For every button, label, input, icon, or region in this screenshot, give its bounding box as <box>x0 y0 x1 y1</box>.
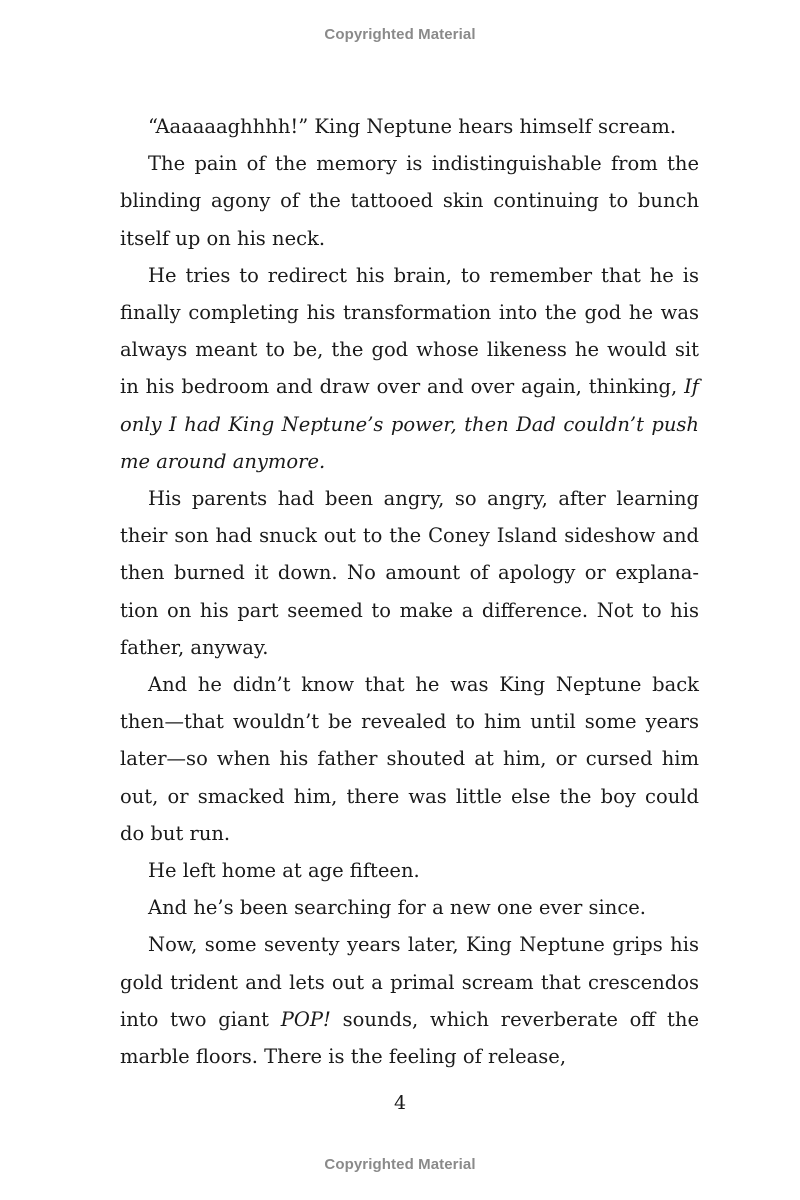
paragraph-3-text: He tries to redirect his brain, to remember that he is finally completing his transformation into the god he was always meant to be, the god whose likeness he would sit in his bedroom and draw over and over again, thinking, <box>120 263 699 399</box>
paragraph-6: He left home at age fifteen. <box>148 859 420 883</box>
paragraph-3 <box>120 257 699 480</box>
page-number: 4 <box>393 1092 407 1114</box>
paragraph-8-italic-pop: POP! <box>280 1007 331 1031</box>
paragraph-8-text-end: sounds, which reverberate off the marble floors. There is the feeling of release, <box>120 1007 699 1069</box>
copyright-watermark-bottom: Copyrighted Material <box>324 1156 476 1173</box>
paragraph-1: “Aaaaaaghhhh!” King Neptune hears himself scream. <box>148 115 677 138</box>
paragraph-8 <box>120 926 699 1075</box>
paragraph-2: The pain of the memory is indistinguishable from the blinding agony of the tattooed skin continuing to bunch itself up on his neck. <box>120 152 699 250</box>
paragraph-4: His parents had been angry, so angry, after learning their son had snuck out to the Coney Island sideshow and then burned it down. No amount of apology or explanation on his part seemed to make a difference. Not to his father, anyway. <box>120 487 699 659</box>
paragraph-8-text-start: Now, some seventy years later, King Neptune grips his gold trident and lets out a primal scream that crescendos into two giant <box>120 933 699 1031</box>
page-body <box>120 108 699 1075</box>
copyright-watermark-top: Copyrighted Material <box>324 26 476 43</box>
paragraph-3-italic-thought: If only I had King Neptune’s power, then Dad couldn’t push me around anymore. <box>120 375 699 473</box>
paragraph-5: And he didn’t know that he was King Neptune back then—that wouldn’t be revealed to him until some years later—so when his father shouted at him, or cursed him out, or smacked him, there was little else the boy could do but run. <box>120 673 699 845</box>
paragraph-7: And he’s been searching for a new one ever since. <box>148 896 647 920</box>
